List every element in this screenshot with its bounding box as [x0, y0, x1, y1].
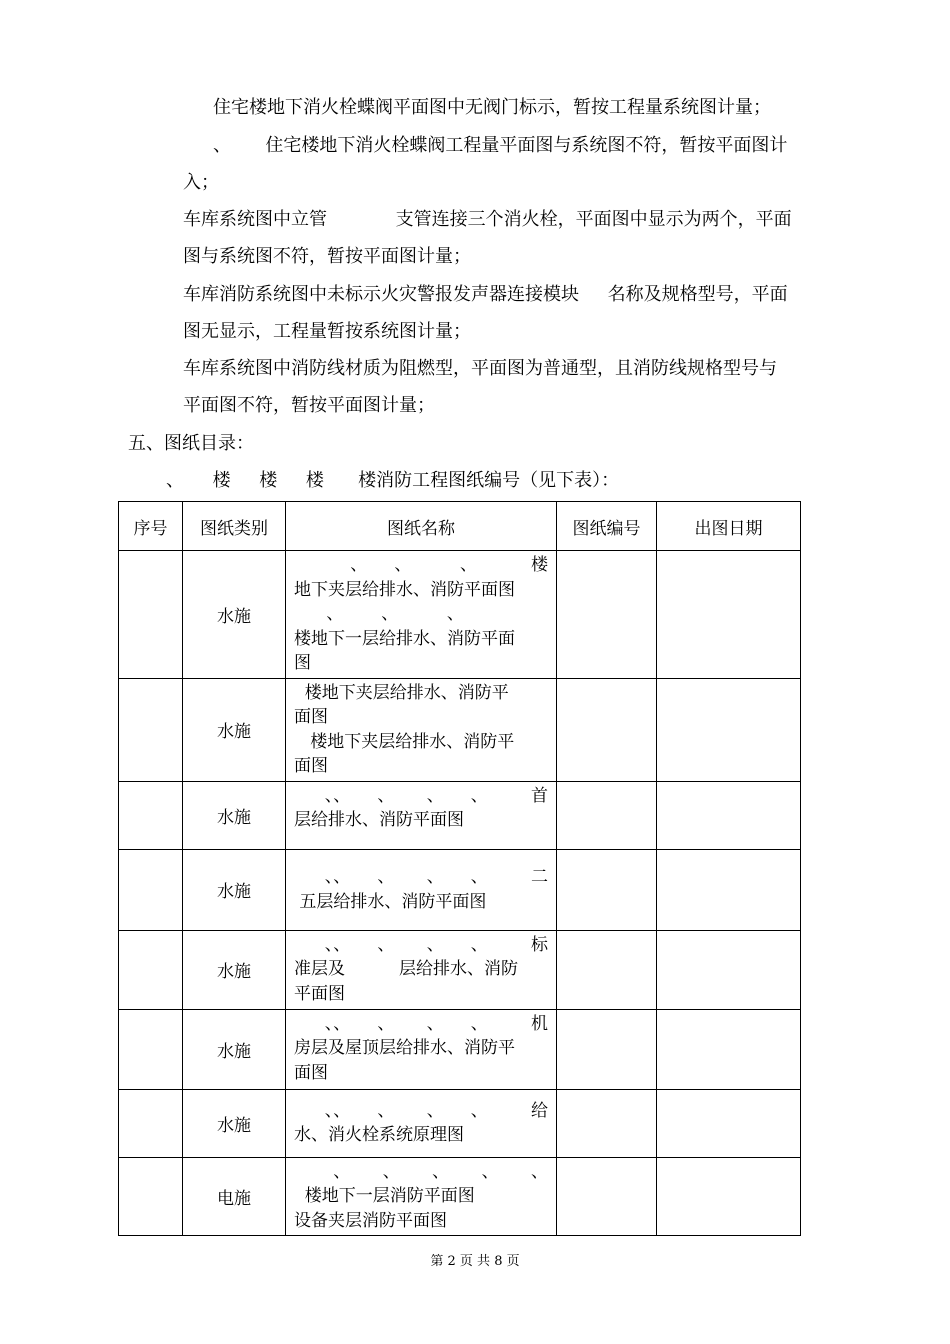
cell-category: 电施 — [183, 1157, 286, 1236]
drawing-list-table — [118, 501, 801, 1236]
paragraph-1: 住宅楼地下消火栓蝶阀平面图中无阀门标示，暂按工程量系统图计量； — [213, 97, 771, 118]
paragraph-4-line-2: 图无显示，工程量暂按系统图计量； — [183, 321, 471, 342]
cell-date — [657, 849, 801, 930]
cell-code — [557, 930, 657, 1009]
cell-code — [557, 781, 657, 849]
name-line: 、、 、 、 、 二 — [324, 867, 548, 887]
cell-name — [286, 849, 557, 930]
cell-date — [657, 781, 801, 849]
table-row — [119, 1089, 801, 1157]
header-category: 图纸类别 — [183, 502, 286, 551]
name-line: 、、 、 、 、 标 — [324, 934, 548, 955]
cell-seq — [119, 551, 183, 679]
cell-name — [286, 1089, 557, 1157]
header-seq: 序号 — [119, 502, 183, 551]
paragraph-2-line-1: 、 住宅楼地下消火栓蝶阀工程量平面图与系统图不符，暂按平面图计 — [213, 135, 788, 156]
name-line: 楼地下夹层给排水、消防平 — [294, 731, 515, 752]
paragraph-4-line-1: 车库消防系统图中未标示火灾警报发声器连接模块 名称及规格型号，平面 — [183, 284, 788, 305]
cell-category: 水施 — [183, 1089, 286, 1157]
cell-seq — [119, 1009, 183, 1089]
name-line: 楼地下一层消防平面图 — [294, 1186, 475, 1206]
cell-code — [557, 1157, 657, 1236]
header-code: 图纸编号 — [557, 502, 657, 551]
table-row — [119, 781, 801, 849]
cell-name — [286, 930, 557, 1009]
cell-code — [557, 551, 657, 679]
table-row — [119, 678, 801, 781]
cell-category: 水施 — [183, 1009, 286, 1089]
cell-category: 水施 — [183, 849, 286, 930]
name-line: 层给排水、消防平面图 — [294, 810, 464, 830]
cell-category: 水施 — [183, 678, 286, 781]
name-line: 面图 — [294, 756, 328, 776]
paragraph-5-line-2: 平面图不符，暂按平面图计量； — [183, 395, 435, 416]
name-line: 、、 、 、 、 首 — [324, 785, 548, 806]
name-line: 设备夹层消防平面图 — [294, 1210, 447, 1231]
cell-category: 水施 — [183, 930, 286, 1009]
cell-category: 水施 — [183, 781, 286, 849]
table-row — [119, 849, 801, 930]
name-line: 面图 — [294, 1062, 328, 1083]
paragraph-3-line-1: 车库系统图中立管 支管连接三个消火栓，平面图中显示为两个，平面 — [183, 209, 792, 230]
name-line: 平面图 — [294, 983, 345, 1004]
table-intro: 、 楼 楼 楼 楼消防工程图纸编号（见下表）： — [166, 470, 620, 491]
cell-date — [657, 551, 801, 679]
name-line: 楼地下一层给排水、消防平面 — [294, 628, 515, 649]
name-line: 地下夹层给排水、消防平面图 — [294, 579, 515, 600]
name-line: 、 、 、 — [294, 604, 464, 624]
cell-name — [286, 678, 557, 781]
table-row — [119, 1009, 801, 1089]
cell-date — [657, 678, 801, 781]
paragraph-5-line-1: 车库系统图中消防线材质为阻燃型，平面图为普通型，且消防线规格型号与 — [183, 358, 777, 379]
cell-seq — [119, 1089, 183, 1157]
cell-name — [286, 781, 557, 849]
cell-seq — [119, 849, 183, 930]
name-line: 、、 、 、 、 给 — [324, 1100, 548, 1121]
cell-code — [557, 1009, 657, 1089]
cell-code — [557, 1089, 657, 1157]
table-row — [119, 1157, 801, 1236]
cell-seq — [119, 678, 183, 781]
name-line: 水、消火栓系统原理图 — [294, 1125, 464, 1145]
header-date: 出图日期 — [657, 502, 801, 551]
paragraph-2-line-2: 入； — [183, 172, 219, 193]
cell-date — [657, 1009, 801, 1089]
cell-date — [657, 930, 801, 1009]
name-line: 、 、 、 、 、 — [333, 1161, 548, 1182]
cell-code — [557, 849, 657, 930]
table-row — [119, 930, 801, 1009]
cell-category: 水施 — [183, 551, 286, 679]
cell-name — [286, 551, 557, 679]
name-line: 准层及 层给排水、消防 — [294, 959, 519, 979]
name-line: 、、 、 、 、 机 — [324, 1013, 548, 1034]
cell-seq — [119, 781, 183, 849]
name-line: 楼地下夹层给排水、消防平 — [294, 682, 509, 703]
paragraph-3-line-2: 图与系统图不符，暂按平面图计量； — [183, 246, 471, 267]
name-line: 房层及屋顶层给排水、消防平 — [294, 1038, 515, 1058]
section-heading: 五、图纸目录： — [128, 433, 254, 454]
cell-name — [286, 1157, 557, 1236]
cell-seq — [119, 930, 183, 1009]
name-line: 五层给排水、消防平面图 — [294, 891, 487, 912]
cell-seq — [119, 1157, 183, 1236]
name-line: 、 、 、 楼 — [350, 555, 548, 575]
page-footer: 第 2 页 共 8 页 — [430, 1254, 520, 1269]
header-name: 图纸名称 — [286, 502, 557, 551]
cell-name — [286, 1009, 557, 1089]
cell-date — [657, 1157, 801, 1236]
cell-date — [657, 1089, 801, 1157]
cell-code — [557, 678, 657, 781]
name-line: 图 — [294, 653, 311, 673]
name-line: 面图 — [294, 707, 328, 727]
table-row — [119, 551, 801, 679]
table-header-row — [119, 502, 801, 551]
